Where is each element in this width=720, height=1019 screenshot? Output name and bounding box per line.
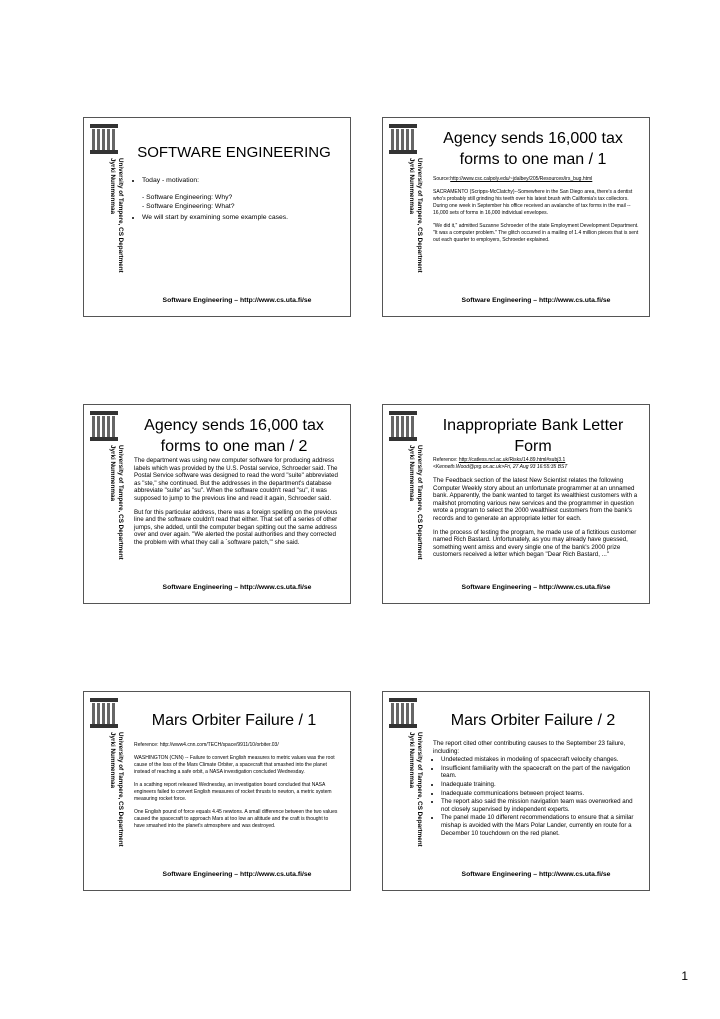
- side-label-line2: Jyrki Nummenmaa: [408, 158, 415, 214]
- slide-title: SOFTWARE ENGINEERING: [137, 144, 331, 161]
- side-label-line2: Jyrki Nummenmaa: [408, 445, 415, 501]
- slide-title-line2: forms to one man / 2: [160, 438, 308, 455]
- side-label-line2: Jyrki Nummenmaa: [109, 445, 116, 501]
- slide-footer: Software Engineering – http://www.cs.uta.fi/se: [461, 871, 611, 878]
- bullet: • The panel made 10 different recommendations to ensure that a similar mishap is avoided with the Mars Polar Lander, currently en route for a December 10 touchdown on the red planet.: [441, 814, 639, 837]
- reference-link[interactable]: http://catless.ncl.ac.uk/Risks/14.89.html#subj3.1: [458, 457, 566, 463]
- source-prefix: Source:: [433, 176, 451, 182]
- slide-footer: Software Engineering – http://www.cs.uta.fi/se: [461, 297, 611, 304]
- item: - Software Engineering: What?: [142, 203, 235, 210]
- paragraph: In a scathing report released Wednesday, an investigation board concluded that NASA engineers failed to convert English measures of rocket thrusts to newton, a metric system measuring rocket force.: [134, 782, 332, 802]
- side-label-line1: University of Tampere, CS Department: [416, 445, 423, 560]
- item: - Software Engineering: Why?: [142, 194, 233, 201]
- slide-title: Mars Orbiter Failure / 1: [151, 712, 317, 729]
- slide-content: [433, 457, 639, 565]
- side-label-line2: Jyrki Nummenmaa: [109, 158, 116, 214]
- side-label-line1: University of Tampere, CS Department: [416, 158, 423, 273]
- bullet: • Undetected mistakes in modeling of spacecraft velocity changes.: [441, 756, 639, 764]
- slide-footer: Software Engineering – http://www.cs.uta.fi/se: [162, 297, 312, 304]
- side-label-line1: University of Tampere, CS Department: [117, 445, 124, 560]
- slide-title-line2: Form: [514, 438, 552, 455]
- slide-footer: Software Engineering – http://www.cs.uta.fi/se: [162, 871, 312, 878]
- bullet: • Inadequate communications between project teams.: [441, 790, 639, 798]
- slide-footer: Software Engineering – http://www.cs.uta.fi/se: [162, 584, 312, 591]
- side-label: [98, 732, 124, 882]
- reference-prefix: Reference:: [433, 457, 459, 463]
- slide-title: [423, 128, 643, 170]
- slide-content: [433, 740, 639, 838]
- side-label-line2: Jyrki Nummenmaa: [408, 732, 415, 788]
- university-logo-icon: [90, 411, 118, 441]
- slide-2: [382, 117, 650, 317]
- slide-4: [382, 404, 650, 604]
- paragraph: One English pound of force equals 4.45 newtons. A small difference between the two values caused the spacecraft to approach Mars at too low an altitude and the craft is thought to have smashed into the planet's atmosphere and was destroyed.: [134, 809, 338, 829]
- slide-title-line1: Agency sends 16,000 tax: [443, 130, 623, 147]
- slide-title-line1: Inappropriate Bank Letter: [442, 417, 624, 434]
- paragraph: The Feedback section of the latest New Scientist relates the following Computer Weekly story about an unfortunate programmer at an unnamed bank. Apparently, the bank wanted to target its wealthiest customers with a mailshot promoting various new services and the programmer in question wrote a program to select the 2000 wealthiest customers from the bank's records and to generate an appropriate letter for each.: [433, 477, 638, 522]
- intro: The report cited other contributing causes to the September 23 failure, including:: [433, 740, 626, 755]
- side-label: [397, 158, 423, 308]
- slide-6: [382, 691, 650, 891]
- bullet: • Insufficient familiarity with the spacecraft on the part of the navigation team.: [441, 765, 639, 780]
- slide-content: [134, 742, 340, 836]
- slide-content: [134, 176, 340, 223]
- paragraph: "We did it," admitted Suzanne Schroeder of the state Employment Development Department. "It was a computer problem." The glitch occurred in a mailing of 1.4 million pieces that is sent out each quarter to employers, Schroeder explained.: [433, 223, 639, 243]
- slide-content: [433, 176, 639, 250]
- university-logo-icon: [90, 124, 118, 154]
- slide-title: [423, 415, 643, 457]
- bullet: • The report also said the mission navigation team was overworked and not closely supervised by independent experts.: [441, 798, 639, 813]
- side-label: [397, 445, 423, 595]
- paragraph: In the process of testing the program, he made use of a fictitious customer named Rich Bastard. Unfortunately, as you may already have guessed, something went amiss and every single one of the bank's 2000 prize customers received a letter which began "Dear Rich Bastard, ...": [433, 528, 637, 559]
- university-logo-icon: [90, 698, 118, 728]
- slide-5: [83, 691, 351, 891]
- slide-title: [124, 415, 344, 457]
- side-label-line1: University of Tampere, CS Department: [416, 732, 423, 847]
- side-label: [98, 158, 124, 308]
- slide-content: [134, 457, 340, 553]
- university-logo-icon: [389, 411, 417, 441]
- paragraph: SACRAMENTO (Scripps-McClatchy)--Somewhere in the San Diego area, there's a dentist who's probably still grinding his teeth over his latest brush with California's tax collectors. During one week in September his office received an avalanche of tax forms in the mail -- 16,000 sets of forms in 16,000 individual envelopes.: [433, 189, 633, 216]
- slide-title-line1: Agency sends 16,000 tax: [144, 417, 324, 434]
- bullet: • Inadequate training.: [441, 781, 639, 789]
- slide-footer: Software Engineering – http://www.cs.uta.fi/se: [461, 584, 611, 591]
- page-number: 1: [681, 969, 688, 983]
- reference: Reference: http://www4.cnn.com/TECH/space/9911/10/orbiter.03/: [134, 742, 279, 748]
- side-label: [98, 445, 124, 595]
- side-label-line1: University of Tampere, CS Department: [117, 158, 124, 273]
- paragraph: But for this particular address, there was a foreign spelling on the previous line and the software couldn't read that either. That set off a series of other jumps, she added, until the computer began spitting out the same address over and over again. "We alerted the postal authorities and they corrected the problem with what they call a `software patch,'" she said.: [134, 508, 338, 546]
- side-label: [397, 732, 423, 882]
- university-logo-icon: [389, 124, 417, 154]
- slide-1: [83, 117, 351, 317]
- reference-email-date: <Kenneth.Wood@prg.ox.ac.uk>Fri, 27 Aug 93 16:55:35 BST: [433, 464, 568, 470]
- side-label-line2: Jyrki Nummenmaa: [109, 732, 116, 788]
- slide-title: Mars Orbiter Failure / 2: [450, 712, 616, 729]
- bullet: • Today - motivation:: [142, 176, 340, 185]
- bullet: • We will start by examining some example cases.: [142, 213, 340, 222]
- paragraph: WASHINGTON (CNN) -- Failure to convert English measures to metric values was the root cause of the loss of the Mars Climate Orbiter, a spacecraft that smashed into the planet instead of reaching a safe orbit, a NASA investigation concluded Wednesday.: [134, 755, 335, 775]
- paragraph: The department was using new computer software for producing address labels which was provided by the U.S. Postal service, Schroeder said. The Postal Service software was designed to read the word "suite" abbreviated as "ste," she continued. But the addresses in the department's database abbreviate "suite" as "su". When the software couldn't read "su", it was supposed to jump to the previous line and read it again, Schroeder said.: [134, 457, 338, 502]
- slide-title-line2: forms to one man / 1: [459, 151, 607, 168]
- university-logo-icon: [389, 698, 417, 728]
- slide-3: [83, 404, 351, 604]
- side-label-line1: University of Tampere, CS Department: [117, 732, 124, 847]
- source-link[interactable]: http://www.csc.calpoly.edu/~jdalbey/205/Resources/irs_bug.html: [450, 176, 593, 182]
